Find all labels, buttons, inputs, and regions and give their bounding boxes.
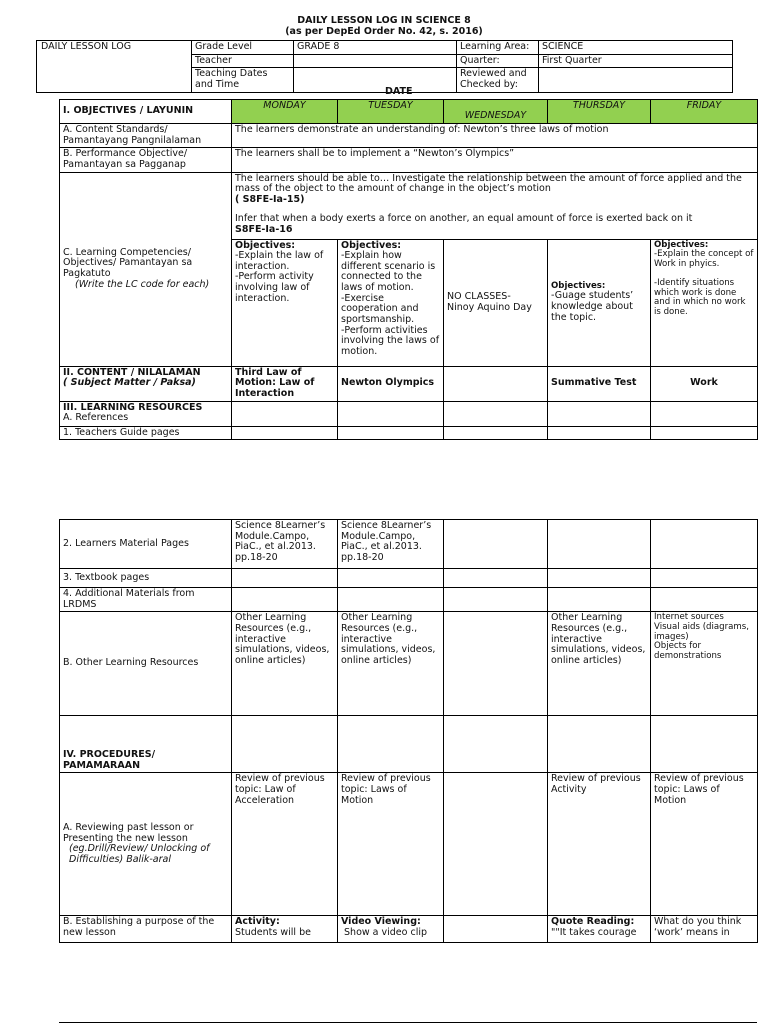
- tb-friday: [651, 569, 758, 588]
- competency-code-1: ( S8FE-Ia-15): [235, 193, 305, 205]
- content-subheading: ( Subject Matter / Paksa): [63, 377, 196, 389]
- competency-text-1: The learners should be able to… Investigate the relationship between the amount of force applied and the mass of the object to the amount of change in the object’s motion: [235, 172, 742, 195]
- wednesday-objectives: NO CLASSES- Ninoy Aquino Day: [444, 239, 548, 366]
- content-thursday: Summative Test: [548, 366, 651, 401]
- resources-heading-cell: [60, 401, 232, 426]
- proc-monday: [232, 716, 338, 773]
- tuesday-objectives-heading: Objectives:: [341, 239, 402, 251]
- learning-area-value: SCIENCE: [539, 41, 733, 55]
- content-tuesday: Newton Olympics: [338, 366, 444, 401]
- resources-wednesday: [444, 401, 548, 426]
- daily-lesson-log-label: DAILY LESSON LOG: [37, 41, 192, 93]
- purpose-thursday: ""It takes courage: [551, 926, 637, 938]
- purpose-tuesday-cell: [338, 916, 444, 943]
- tuesday-objectives-cell: [338, 239, 444, 366]
- am-tuesday: [338, 588, 444, 612]
- other-wednesday: [444, 612, 548, 716]
- tg-tuesday: [338, 426, 444, 440]
- tuesday-objectives: -Explain how different scenario is connected to the laws of motion. -Exercise cooperation and sportsmanship. -Perform activities involving the laws of motion.: [341, 250, 440, 357]
- friday-objectives-heading: Objectives:: [654, 239, 709, 250]
- monday-objectives-cell: [232, 239, 338, 366]
- review-label: A. Reviewing past lesson or Presenting the new lesson: [63, 822, 194, 844]
- lm-friday: [651, 520, 758, 569]
- am-monday: [232, 588, 338, 612]
- competency-text-2: Infer that when a body exerts a force on another, an equal amount of force is exerted back on it: [235, 213, 693, 225]
- teacher-label: Teacher: [192, 54, 294, 68]
- date-label: DATE: [385, 86, 413, 97]
- review-thursday: Review of previous Activity: [548, 773, 651, 916]
- content-heading: II. CONTENT / NILALAMAN: [63, 366, 201, 378]
- teacher-value: [294, 54, 457, 68]
- other-resources-label: B. Other Learning Resources: [60, 612, 232, 716]
- other-friday: Internet sources Visual aids (diagrams, images) Objects for demonstrations: [651, 612, 758, 716]
- purpose-friday: What do you think ‘work’ means in: [651, 916, 758, 943]
- competencies-text-cell: [232, 172, 758, 239]
- review-label-cell: [60, 773, 232, 916]
- teaching-dates-value: [294, 68, 457, 92]
- competencies-label: C. Learning Competencies/ Objectives/ Pamantayan sa Pagkatuto: [63, 246, 193, 279]
- purpose-monday-cell: [232, 916, 338, 943]
- tg-friday: [651, 426, 758, 440]
- review-tuesday: Review of previous topic: Laws of Motion: [338, 773, 444, 916]
- day-thursday: THURSDAY: [548, 100, 651, 124]
- additional-materials-label: 4. Additional Materials from LRDMS: [60, 588, 232, 612]
- am-wednesday: [444, 588, 548, 612]
- reviewed-label: Reviewed and Checked by:: [457, 68, 539, 92]
- procedures-heading: IV. PROCEDURES/ PAMAMARAAN: [60, 716, 232, 773]
- competencies-note: (Write the LC code for each): [75, 278, 210, 290]
- resources-tuesday: [338, 401, 444, 426]
- quarter-value: First Quarter: [539, 54, 733, 68]
- lm-monday: Science 8Learner’s Module.Campo, PiaC., et al.2013. pp.18-20: [232, 520, 338, 569]
- teachers-guide-label: 1. Teachers Guide pages: [60, 426, 232, 440]
- proc-tuesday: [338, 716, 444, 773]
- day-tuesday: TUESDAY: [338, 100, 444, 124]
- day-wednesday: WEDNESDAY: [444, 100, 548, 124]
- content-monday: Third Law of Motion: Law of Interaction: [232, 366, 338, 401]
- page-bottom-rule: [59, 1022, 757, 1023]
- review-wednesday: [444, 773, 548, 916]
- teaching-dates-label: Teaching Dates and Time: [192, 68, 294, 92]
- grade-level-value: GRADE 8: [294, 41, 457, 55]
- lm-thursday: [548, 520, 651, 569]
- purpose-thursday-heading: Quote Reading:: [551, 916, 635, 928]
- proc-thursday: [548, 716, 651, 773]
- purpose-monday: Students will be: [235, 926, 311, 938]
- tb-thursday: [548, 569, 651, 588]
- lesson-table-part1: [59, 99, 758, 440]
- tg-thursday: [548, 426, 651, 440]
- lm-tuesday: Science 8Learner’s Module.Campo, PiaC., et al.2013. pp.18-20: [338, 520, 444, 569]
- purpose-tuesday-heading: Video Viewing:: [341, 916, 421, 928]
- purpose-thursday-cell: [548, 916, 651, 943]
- friday-objectives: -Explain the concept of Work in phyics. -Identify situations which work is done and in which no work is done.: [654, 249, 754, 317]
- resources-thursday: [548, 401, 651, 426]
- textbook-label: 3. Textbook pages: [60, 569, 232, 588]
- review-friday: Review of previous topic: Laws of Motion: [651, 773, 758, 916]
- monday-objectives-heading: Objectives:: [235, 239, 296, 251]
- resources-friday: [651, 401, 758, 426]
- monday-objectives: -Explain the law of interaction. -Perform activity involving law of interaction.: [235, 250, 324, 304]
- other-thursday: Other Learning Resources (e.g., interactive simulations, videos, online articles): [548, 612, 651, 716]
- objectives-heading: I. OBJECTIVES / LAYUNIN: [60, 100, 232, 124]
- proc-wednesday: [444, 716, 548, 773]
- competencies-label-cell: [60, 172, 232, 366]
- tb-wednesday: [444, 569, 548, 588]
- other-tuesday: Other Learning Resources (e.g., interactive simulations, videos, online articles): [338, 612, 444, 716]
- lm-wednesday: [444, 520, 548, 569]
- thursday-objectives: -Guage students’ knowledge about the topic.: [551, 290, 634, 323]
- day-friday: FRIDAY: [651, 100, 758, 124]
- proc-friday: [651, 716, 758, 773]
- tg-wednesday: [444, 426, 548, 440]
- resources-heading: III. LEARNING RESOURCES: [63, 401, 203, 413]
- tb-monday: [232, 569, 338, 588]
- purpose-wednesday: [444, 916, 548, 943]
- review-monday: Review of previous topic: Law of Acceleration: [232, 773, 338, 916]
- content-standards-label: A. Content Standards/ Pamantayang Pangnilalaman: [60, 124, 232, 148]
- content-standards-value: The learners demonstrate an understanding of: Newton’s three laws of motion: [232, 124, 758, 148]
- competency-code-2: S8FE-Ia-16: [235, 224, 293, 235]
- grade-level-label: Grade Level: [192, 41, 294, 55]
- learning-area-label: Learning Area:: [457, 41, 539, 55]
- lesson-table-part2: [59, 519, 758, 943]
- purpose-monday-heading: Activity:: [235, 916, 280, 928]
- day-monday: MONDAY: [232, 100, 338, 124]
- performance-objective-label: B. Performance Objective/ Pamantayan sa Pagganap: [60, 148, 232, 172]
- content-friday: Work: [651, 366, 758, 401]
- document-subtitle: (as per DepEd Order No. 42, s. 2016): [285, 26, 483, 37]
- am-friday: [651, 588, 758, 612]
- tg-monday: [232, 426, 338, 440]
- document-title: DAILY LESSON LOG IN SCIENCE 8: [297, 15, 471, 26]
- resources-monday: [232, 401, 338, 426]
- content-wednesday: [444, 366, 548, 401]
- reviewed-value: [539, 68, 733, 92]
- thursday-objectives-cell: [548, 239, 651, 366]
- references-label: A. References: [63, 412, 129, 424]
- learners-material-label: 2. Learners Material Pages: [60, 520, 232, 569]
- thursday-objectives-heading: Objectives:: [551, 280, 606, 291]
- purpose-tuesday: Show a video clip: [341, 926, 428, 938]
- content-heading-cell: [60, 366, 232, 401]
- am-thursday: [548, 588, 651, 612]
- friday-objectives-cell: [651, 239, 758, 366]
- quarter-label: Quarter:: [457, 54, 539, 68]
- review-note: (eg.Drill/Review/ Unlocking of Difficulties) Balik-aral: [69, 843, 210, 865]
- purpose-label: B. Establishing a purpose of the new lesson: [60, 916, 232, 943]
- header-table: [36, 40, 733, 93]
- other-monday: Other Learning Resources (e.g., interactive simulations, videos, online articles): [232, 612, 338, 716]
- performance-objective-value: The learners shall be to implement a “Newton’s Olympics”: [232, 148, 758, 172]
- tb-tuesday: [338, 569, 444, 588]
